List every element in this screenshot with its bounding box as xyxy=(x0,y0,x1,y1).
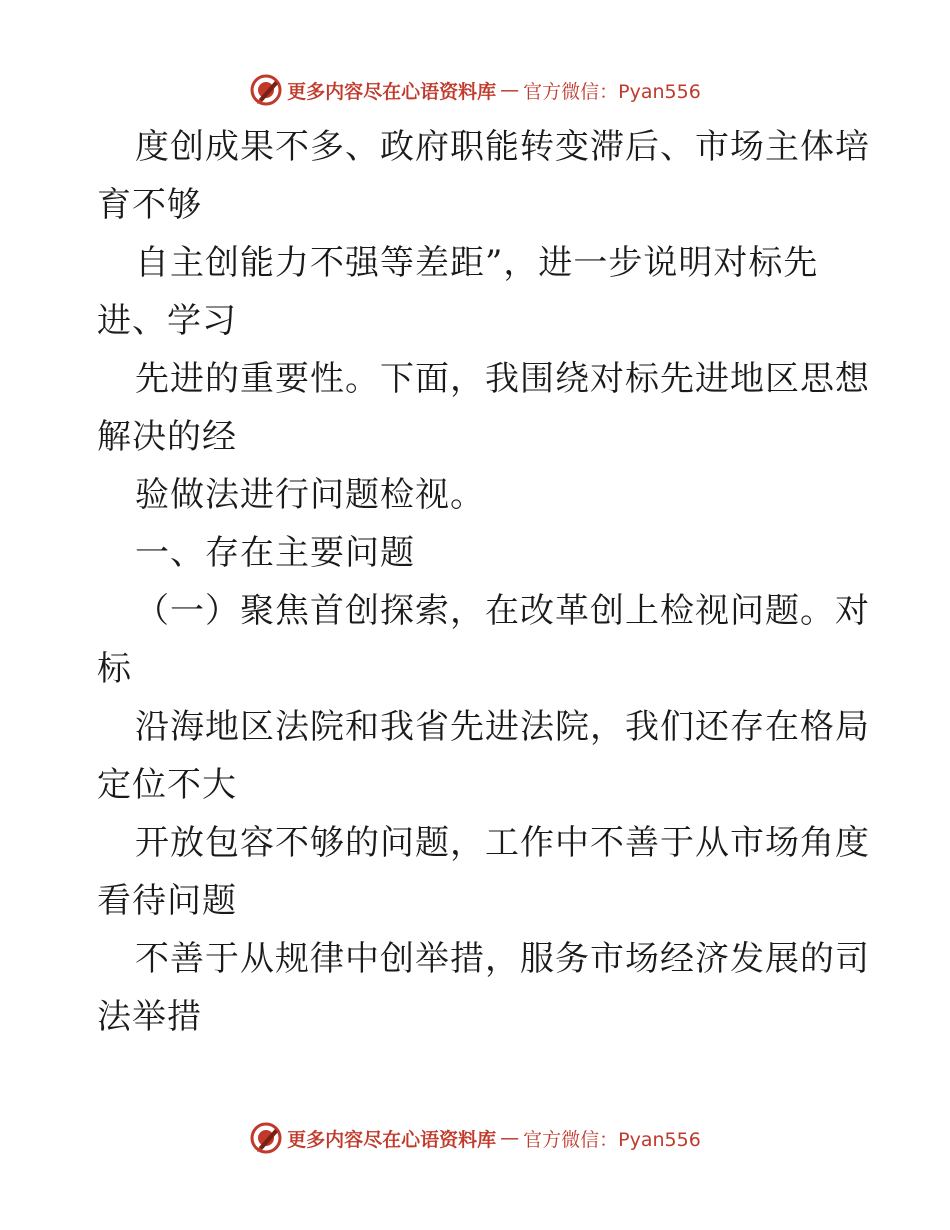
text-line: 标 xyxy=(97,649,132,689)
text-line: 看待问题 xyxy=(97,881,237,921)
text-line: 一、存在主要问题 xyxy=(135,533,415,573)
text-line: 进、学习 xyxy=(97,301,237,341)
text-line: 验做法进行问题检视。 xyxy=(135,475,485,515)
text-line: 不善于从规律中创举措，服务市场经济发展的司 xyxy=(135,939,870,979)
text-line: 定位不大 xyxy=(97,765,237,805)
text-line: 育不够 xyxy=(97,185,202,225)
text-line: 解决的经 xyxy=(97,417,237,457)
watermark-contact: 官方微信：Pyan556 xyxy=(523,80,701,103)
watermark-contact: 官方微信：Pyan556 xyxy=(523,1128,701,1151)
text-line: （一）聚焦首创探索，在改革创上检视问题。对 xyxy=(135,591,870,631)
watermark-separator: — xyxy=(500,79,520,101)
watermark-brand: 更多内容尽在心语资料库 xyxy=(287,1128,497,1151)
text-line: 开放包容不够的问题，工作中不善于从市场角度 xyxy=(135,823,870,863)
watermark-separator: — xyxy=(500,1127,520,1149)
header-watermark xyxy=(0,70,950,110)
text-line: 先进的重要性。下面，我围绕对标先进地区思想 xyxy=(135,359,870,399)
text-line: 法举措 xyxy=(97,997,202,1037)
pen-logo-icon xyxy=(249,1121,283,1155)
text-line: 自主创能力不强等差距”，进一步说明对标先 xyxy=(135,243,819,283)
watermark-brand: 更多内容尽在心语资料库 xyxy=(287,80,497,103)
document-body xyxy=(97,118,870,1046)
footer-watermark xyxy=(0,1118,950,1158)
text-line: 度创成果不多、政府职能转变滞后、市场主体培 xyxy=(135,127,870,167)
pen-logo-icon xyxy=(249,73,283,107)
text-line: 沿海地区法院和我省先进法院，我们还存在格局 xyxy=(135,707,870,747)
